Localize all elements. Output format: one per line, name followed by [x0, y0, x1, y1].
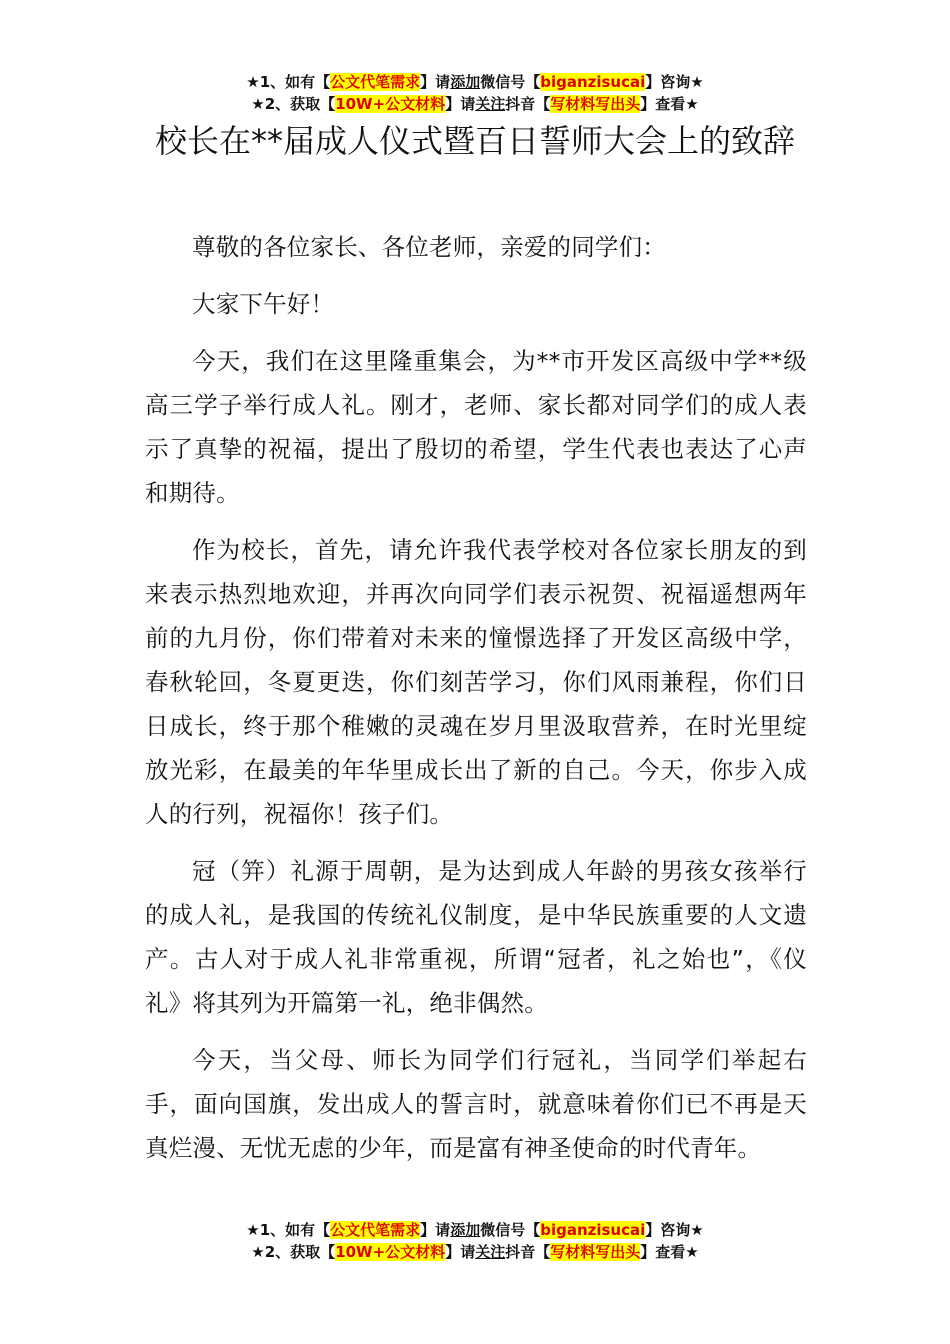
promo-text: 】请 [420, 1221, 451, 1239]
promo-text: 微信号【 [480, 1221, 541, 1239]
promo-text: ★2、获取【 [251, 95, 336, 113]
body-paragraph: 冠（笄）礼源于周朝，是为达到成人年龄的男孩女孩举行的成人礼，是我国的传统礼仪制度，是中华民族重要的人文遗产。古人对于成人礼非常重视，所谓“冠者，礼之始也”，《仪礼》将其列为开篇第一礼，绝非偶然。 [145, 857, 807, 1017]
promo-highlight: biganzisucai [540, 1221, 646, 1239]
document-body [145, 225, 807, 1183]
promo-line-1 [0, 71, 950, 93]
promo-text: ★1、如有【 [246, 73, 331, 91]
promo-text: 】查看★ [640, 1243, 699, 1261]
promo-highlight: 公文代笔需求 [330, 1221, 421, 1239]
document-title: 校长在**届成人仪式暨百日誓师大会上的致辞 [154, 122, 795, 160]
promo-highlight: 10W+公文材料 [335, 95, 446, 113]
promo-underlined: 添加 [450, 1221, 481, 1239]
promo-text: ★2、获取【 [251, 1243, 336, 1261]
promo-highlight: 写材料写出头 [550, 95, 641, 113]
promo-text: 】咨询★ [645, 1221, 704, 1239]
promo-highlight: biganzisucai [540, 73, 646, 91]
promo-text: 】请 [420, 73, 451, 91]
promo-line-2 [0, 1241, 950, 1263]
promo-text: 】查看★ [640, 95, 699, 113]
footer-promo-banner [0, 1219, 950, 1263]
promo-line-2 [0, 93, 950, 115]
body-paragraph: 作为校长，首先，请允许我代表学校对各位家长朋友的到来表示热烈地欢迎，并再次向同学们表示祝贺、祝福遥想两年前的九月份，你们带着对未来的憧憬选择了开发区高级中学，春秋轮回，冬夏更迭，你们刻苦学习，你们风雨兼程，你们日日成长，终于那个稚嫩的灵魂在岁月里汲取营养，在时光里绽放光彩，在最美的年华里成长出了新的自己。今天，你步入成人的行列，祝福你！孩子们。 [145, 536, 807, 828]
salutation-paragraph: 尊敬的各位家长、各位老师，亲爱的同学们： [192, 233, 666, 261]
body-paragraph: 今天，当父母、师长为同学们行冠礼，当同学们举起右手，面向国旗，发出成人的誓言时，就意味着你们已不再是天真烂漫、无忧无虑的少年，而是富有神圣使命的时代青年。 [145, 1046, 807, 1162]
promo-highlight: 公文代笔需求 [330, 73, 421, 91]
promo-underlined: 关注 [475, 1243, 506, 1261]
promo-highlight: 写材料写出头 [550, 1243, 641, 1261]
header-promo-banner [0, 71, 950, 115]
promo-text: 】请 [445, 95, 476, 113]
body-paragraph: 今天，我们在这里隆重集会，为**市开发区高级中学**级高三学子举行成人礼。刚才，老师、家长都对同学们的成人表示了真挚的祝福，提出了殷切的希望，学生代表也表达了心声和期待。 [145, 347, 807, 507]
promo-text: ★1、如有【 [246, 1221, 331, 1239]
promo-underlined: 关注 [475, 95, 506, 113]
promo-underlined: 添加 [450, 73, 481, 91]
promo-line-1 [0, 1219, 950, 1241]
promo-highlight: 10W+公文材料 [335, 1243, 446, 1261]
promo-text: 微信号【 [480, 73, 541, 91]
promo-text: 抖音【 [505, 95, 551, 113]
promo-text: 】请 [445, 1243, 476, 1261]
greeting-paragraph: 大家下午好！ [192, 290, 335, 318]
promo-text: 抖音【 [505, 1243, 551, 1261]
promo-text: 】咨询★ [645, 73, 704, 91]
